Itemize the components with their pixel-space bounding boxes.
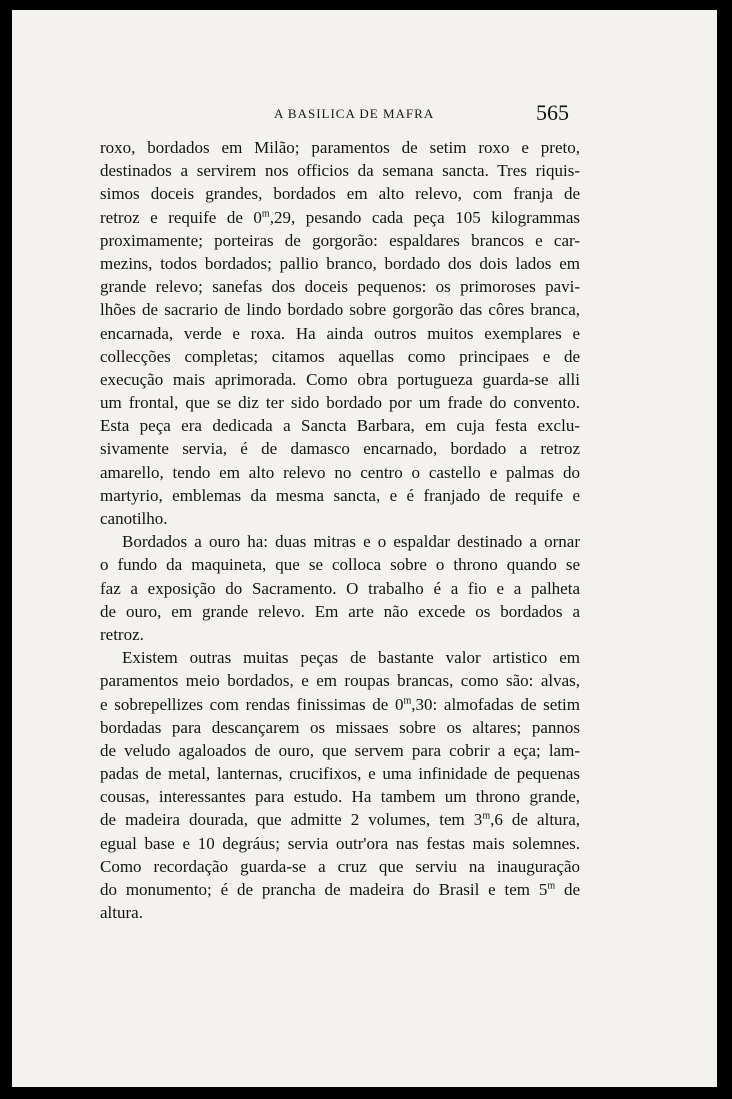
text-segment: retroz e requife de 0 [100, 207, 262, 227]
text-line [100, 693, 580, 716]
text-line: simos doceis grandes, bordados em alto relevo, com franja de [100, 184, 580, 204]
text-segment: do monumento; é de prancha de madeira do Brasil e tem 5 [100, 880, 548, 899]
text-line: martyrio, emblemas da mesma sancta, e é franjado de requife e [100, 485, 580, 505]
text-segment: ,30: almofadas de setim [411, 694, 581, 714]
text-line: execução mais aprimorada. Como obra portugueza guarda-se alli [100, 369, 580, 389]
text-line: de ouro, em grande relevo. Em arte não excede os bordados a [100, 601, 580, 621]
text-line [100, 878, 580, 901]
text-line: altura. [100, 903, 143, 923]
text-line: padas de metal, lanternas, crucifixos, e uma infinidade de pequenas [100, 764, 580, 784]
running-title: A BASILICA DE MAFRA [274, 106, 435, 121]
text-line: mezins, todos bordados; pallio branco, bordado dos dois lados em [100, 253, 580, 273]
body-text [100, 136, 580, 924]
text-segment: de madeira dourada, que admitte 2 volumes, tem 3 [100, 810, 483, 830]
text-line: grande relevo; sanefas dos doceis pequenos: os primoroses pavi- [100, 277, 580, 297]
text-line: destinados a servirem nos officios da semana sancta. Tres riquis- [100, 161, 580, 181]
text-line: lhões de sacrario de lindo bordado sobre gorgorão das côres branca, [100, 300, 580, 320]
text-segment: ,6 de altura, [490, 810, 580, 830]
text-line: bordadas para descançarem os missaes sobre os altares; pannos [100, 717, 580, 737]
text-segment: ,29, pesando cada peça 105 kilogrammas [269, 207, 580, 227]
text-line: amarello, tendo em alto relevo no centro o castello e palmas do [100, 462, 580, 482]
page-number: 565 [536, 100, 569, 125]
superscript-unit: m [403, 694, 412, 706]
text-line: faz a exposição do Sacramento. O trabalho é a fio e a palheta [100, 578, 580, 598]
text-line: sivamente servia, é de damasco encarnado, bordado a retroz [100, 439, 580, 459]
superscript-unit: m [482, 810, 491, 822]
page-header [12, 100, 717, 134]
text-line: roxo, bordados em Milão; paramentos de setim roxo e preto, [100, 138, 580, 157]
text-line: um frontal, que se diz ter sido bordado por um frade do convento. [100, 393, 580, 413]
text-line: retroz. [100, 624, 144, 644]
text-line: Bordados a ouro ha: duas mitras e o espaldar destinado a ornar [122, 532, 580, 552]
text-line: egual base e 10 degráus; servia outr'ora nas festas mais solemnes. [100, 833, 580, 853]
text-line: Esta peça era dedicada a Sancta Barbara, em cuja festa exclu- [100, 416, 580, 436]
text-segment: de [555, 880, 580, 899]
text-line: o fundo da maquineta, que se colloca sobre o throno quando se [100, 555, 580, 575]
text-line: Como recordação guarda-se a cruz que serviu na inauguração [100, 856, 580, 876]
superscript-unit: m [261, 207, 270, 219]
text-line [100, 808, 580, 831]
text-line: collecções completas; citamos aquellas como principaes e de [100, 346, 580, 366]
text-line: de veludo agaloados de ouro, que servem para cobrir a eça; lam- [100, 740, 580, 760]
text-line: encarnada, verde e roxa. Ha ainda outros muitos exemplares e [100, 323, 580, 343]
text-segment: e sobrepellizes com rendas finissimas de 0 [100, 694, 404, 714]
superscript-unit: m [547, 880, 556, 892]
text-line: canotilho. [100, 509, 168, 528]
text-line: paramentos meio bordados, e em roupas brancas, como são: alvas, [100, 671, 580, 691]
text-line [100, 206, 580, 229]
text-line: cousas, interessantes para estudo. Ha tambem um throno grande, [100, 787, 580, 807]
text-line: Existem outras muitas peças de bastante valor artistico em [122, 648, 580, 668]
text-line: proximamente; porteiras de gorgorão: espaldares brancos e car- [100, 230, 580, 250]
page-sheet [12, 10, 717, 1087]
